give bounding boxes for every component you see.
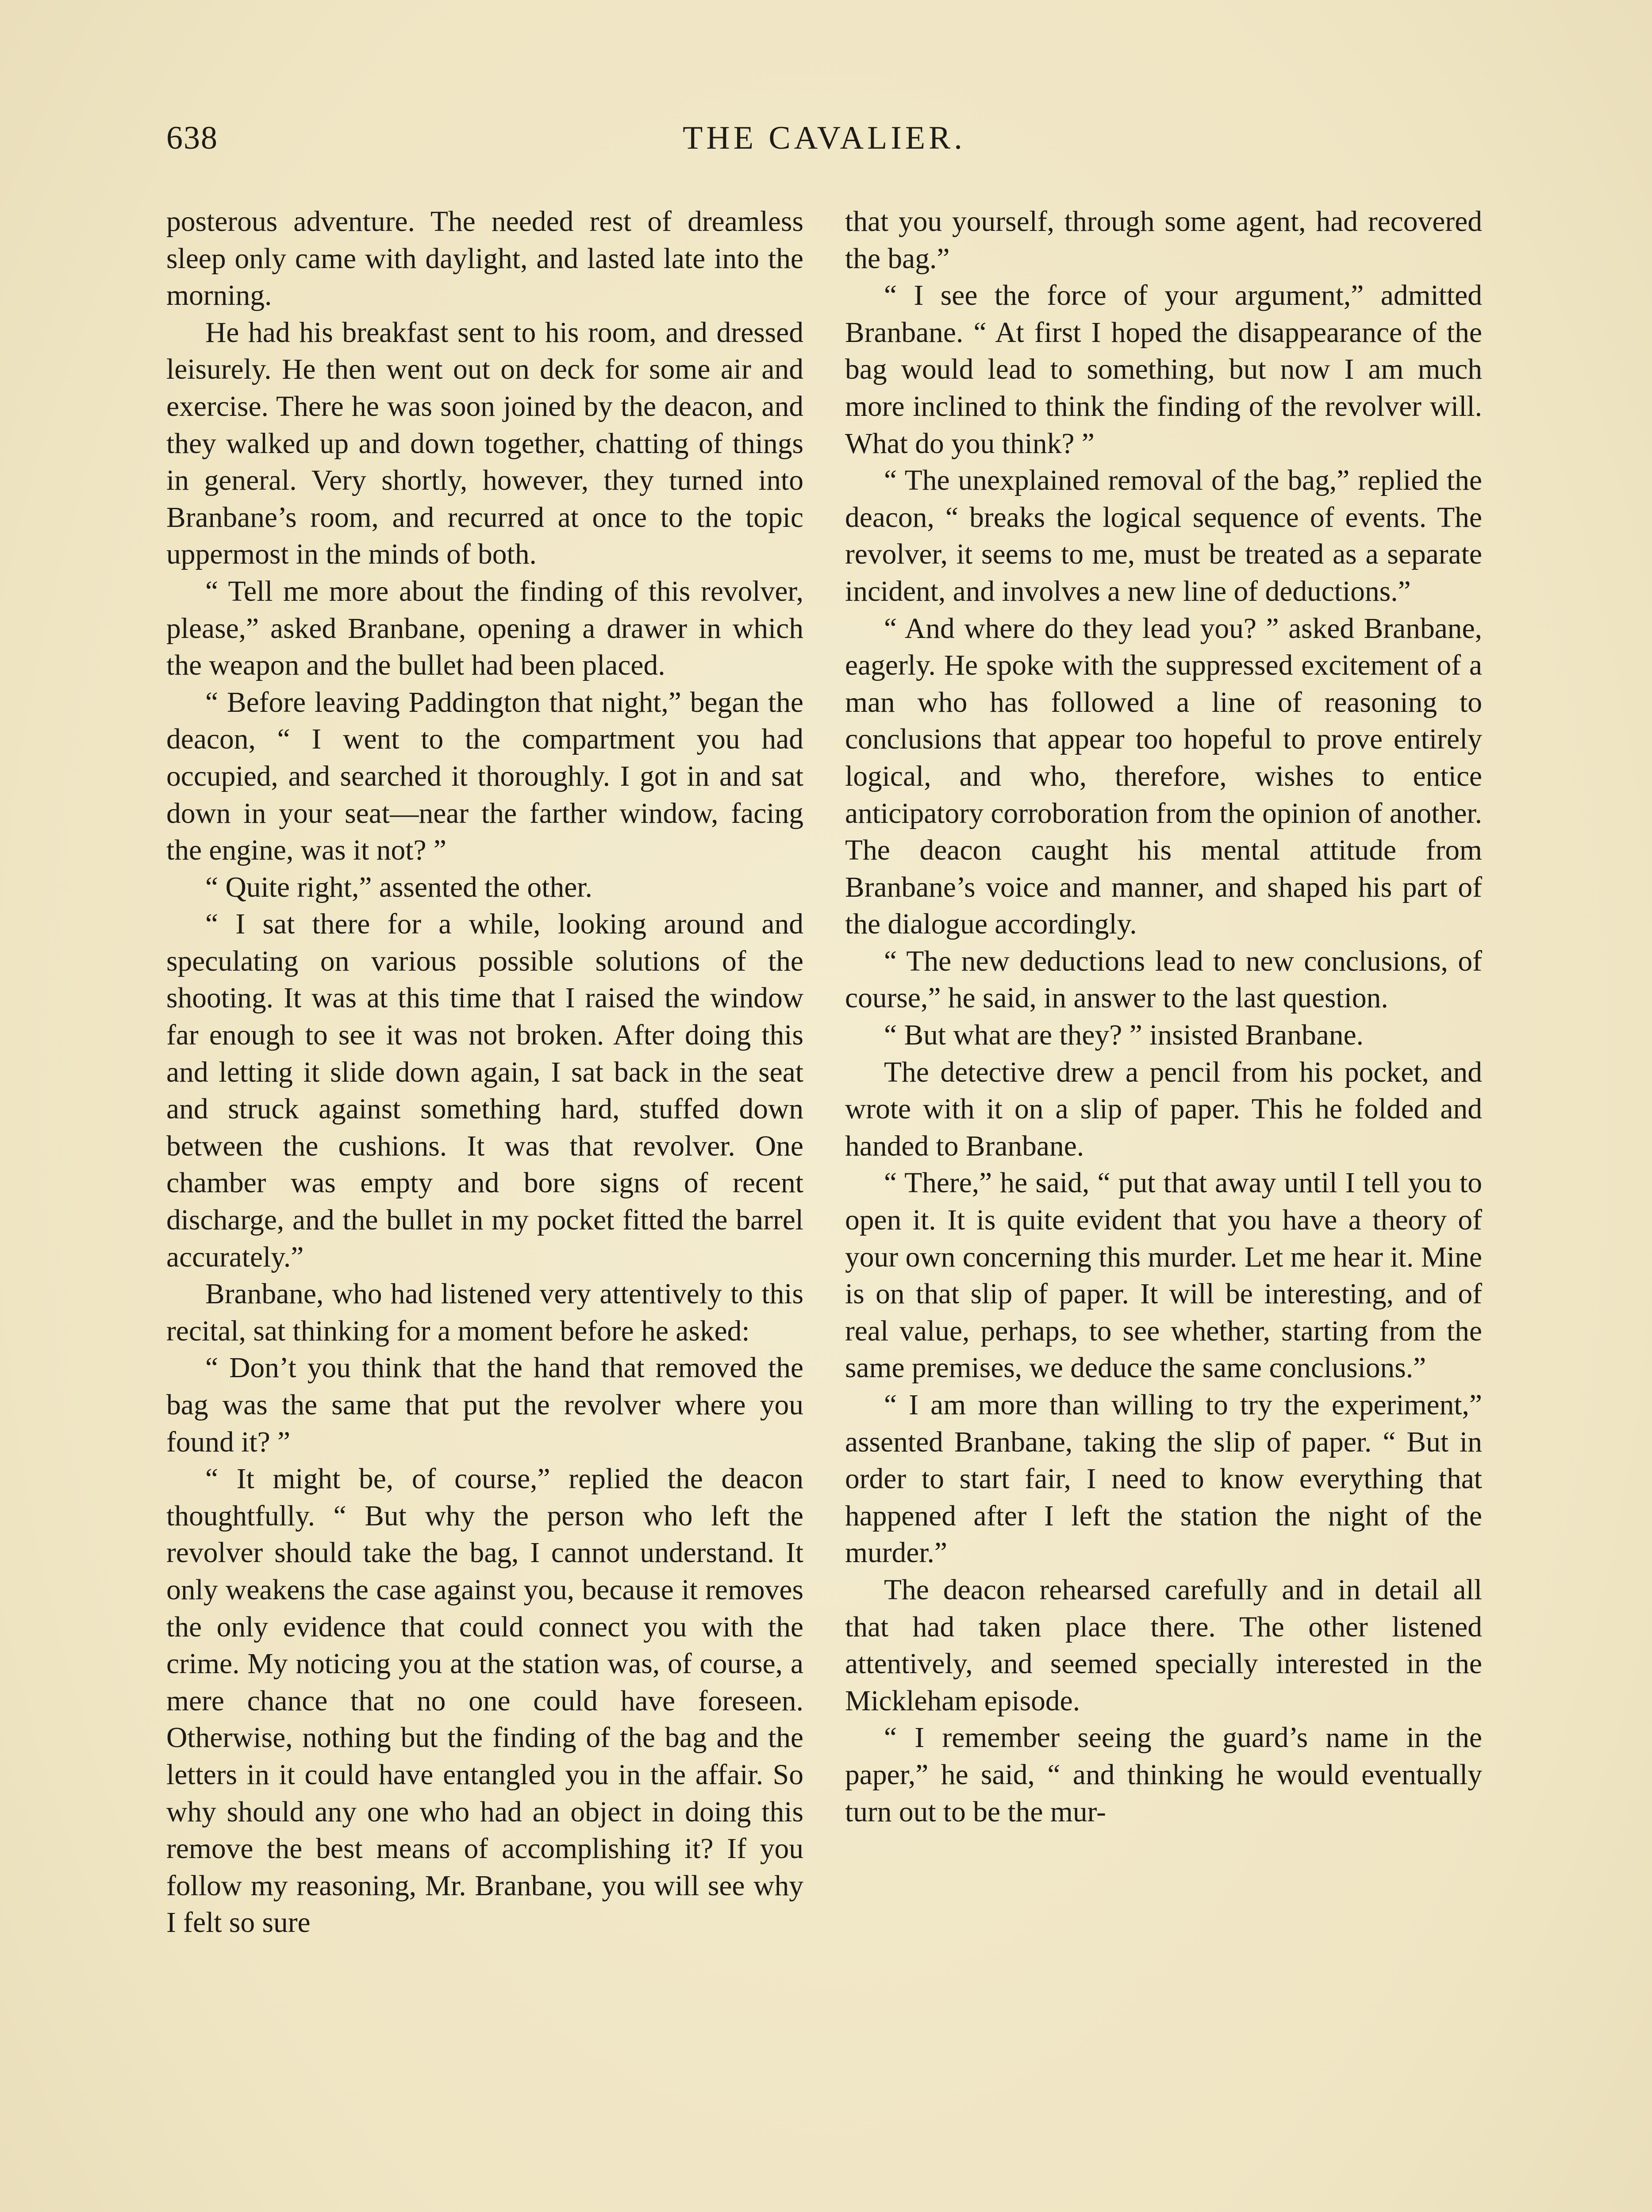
paragraph: “ The unexplained removal of the bag,” replied the deacon, “ breaks the logical sequence of events. The revolver, it seems to me, must be treated as a separate incident, and involves a new line of deductions.”: [845, 465, 1482, 607]
paragraph: “ The new deductions lead to new conclusions, of course,” he said, in answer to the last question.: [845, 945, 1482, 1014]
running-title: THE CAVALIER.: [683, 120, 966, 156]
paragraph: that you yourself, through some agent, had recovered the bag.”: [845, 206, 1482, 275]
paragraph: posterous adventure. The needed rest of dreamless sleep only came with daylight, and lasted late into the morning.: [166, 206, 803, 312]
paragraph: The detective drew a pencil from his pocket, and wrote with it on a slip of paper. This he folded and handed to Branbane.: [845, 1056, 1482, 1162]
paragraph: “ I sat there for a while, looking around and speculating on various possible solutions of the shooting. It was at this time that I raised the window far enough to see it was not broken. After doing this and letting it slide down again, I sat back in the seat and struck against something hard, stuffed down between the cushions. It was that revolver. One chamber was empty and bore signs of recent discharge, and the bullet in my pocket fitted the barrel accurately.”: [166, 908, 803, 1273]
paragraph: “ I remember seeing the guard’s name in the paper,” he said, “ and thinking he would eventually turn out to be the mur-: [845, 1722, 1482, 1828]
paragraph: “ Tell me more about the finding of this revolver, please,” asked Branbane, opening a drawer in which the weapon and the bullet had been placed.: [166, 575, 803, 682]
paragraph: “ I see the force of your argument,” admitted Branbane. “ At first I hoped the disappearance of the bag would lead to something, but now I am much more inclined to think the finding of the revolver will. What do you think? ”: [845, 280, 1482, 460]
paragraph: He had his breakfast sent to his room, and dressed leisurely. He then went out on deck for some air and exercise. There he was soon joined by the deacon, and they walked up and down together, chatting of things in general. Very shortly, however, they turned into Branbane’s room, and recurred at once to the topic uppermost in the minds of both.: [166, 316, 803, 571]
paragraph: “ I am more than willing to try the experiment,” assented Branbane, taking the slip of paper. “ But in order to start fair, I need to know everything that happened after I left the station the night of the murder.”: [845, 1389, 1482, 1569]
paragraph: Branbane, who had listened very attentively to this recital, sat thinking for a moment before he asked:: [166, 1278, 803, 1347]
right-column: [845, 204, 1482, 1831]
left-column: [166, 204, 803, 1942]
paragraph: “ Quite right,” assented the other.: [205, 871, 592, 903]
paragraph: “ But what are they? ” insisted Branbane.: [884, 1019, 1364, 1052]
paragraph: The deacon rehearsed carefully and in detail all that had taken place there. The other listened attentively, and seemed specially interested in the Mickleham episode.: [845, 1574, 1482, 1717]
page-number: 638: [166, 120, 218, 156]
paragraph: “ And where do they lead you? ” asked Branbane, eagerly. He spoke with the suppressed excitement of a man who has followed a line of reasoning to conclusions that appear too hopeful to prove entirely logical, and who, therefore, wishes to entice anticipatory corroboration from the opinion of another. The deacon caught his mental attitude from Branbane’s voice and manner, and shaped his part of the dialogue accordingly.: [845, 612, 1482, 941]
page-header: [166, 119, 1482, 168]
paragraph: “ There,” he said, “ put that away until I tell you to open it. It is quite evident that you have a theory of your own concerning this murder. Let me hear it. Mine is on that slip of paper. It will be interesting, and of real value, perhaps, to see whether, starting from the same premises, we deduce the same conclusions.”: [845, 1167, 1482, 1384]
paragraph: “ It might be, of course,” replied the deacon thoughtfully. “ But why the person who left the revolver should take the bag, I cannot understand. It only weakens the case against you, because it removes the only evidence that could connect you with the crime. My noticing you at the station was, of course, a mere chance that no one could have foreseen. Otherwise, nothing but the finding of the bag and the letters in it could have entangled you in the affair. So why should any one who had an object in doing this remove the best means of accomplishing it? If you follow my reasoning, Mr. Branbane, you will see why I felt so sure: [166, 1463, 803, 1939]
paragraph: “ Don’t you think that the hand that removed the bag was the same that put the revolver where you found it? ”: [166, 1352, 803, 1458]
paragraph: “ Before leaving Paddington that night,” began the deacon, “ I went to the compartment you had occupied, and searched it thoroughly. I got in and sat down in your seat—near the farther window, facing the engine, was it not? ”: [166, 686, 803, 867]
